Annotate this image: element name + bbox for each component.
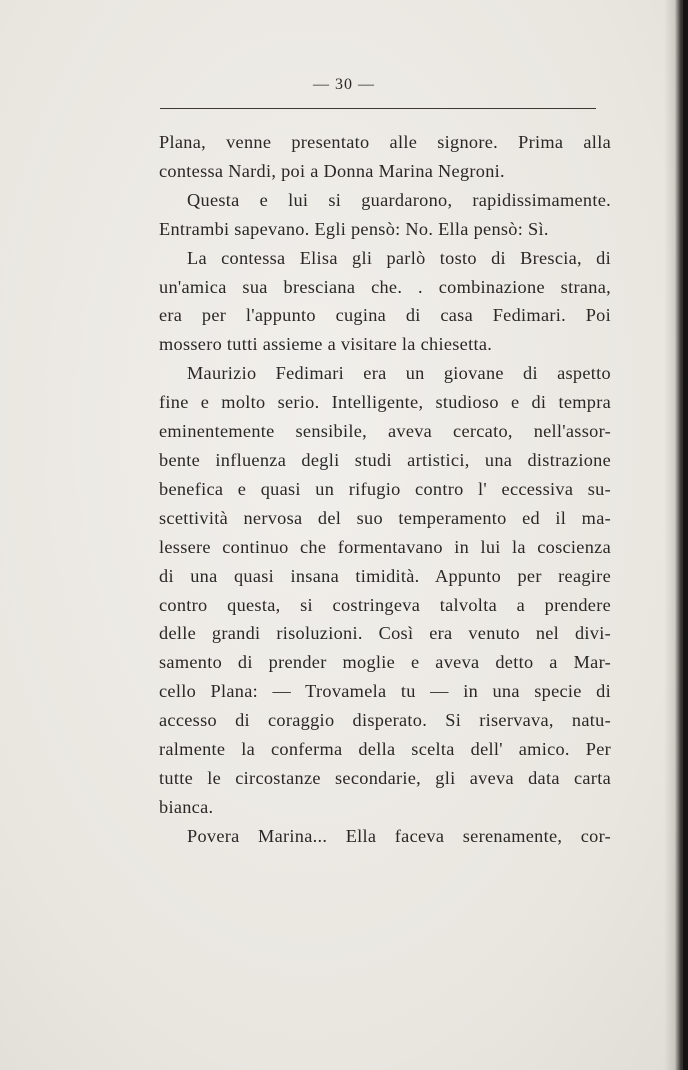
text-line: mossero tutti assieme a visitare la chiesetta. — [159, 334, 493, 355]
text-line: benefica e quasi un rifugio contro l' eccessiva su- — [159, 478, 611, 499]
text-line: bente influenza degli studi artistici, una distrazione — [159, 449, 611, 470]
text-line: un'amica sua bresciana che. . combinazione strana, — [159, 276, 611, 297]
page-binding-edge — [683, 0, 688, 1070]
text-line: Questa e lui si guardarono, rapidissimamente. — [187, 189, 611, 210]
text-line: lessere continuo che formentavano in lui la coscienza — [159, 536, 611, 557]
text-line: Maurizio Fedimari era un giovane di aspetto — [187, 363, 611, 384]
text-line: accesso di coraggio disperato. Si riservava, natu- — [159, 710, 611, 731]
text-line: fine e molto serio. Intelligente, studioso e di tempra — [159, 392, 611, 413]
text-line: Entrambi sapevano. Egli pensò: No. Ella pensò: Sì. — [159, 218, 549, 239]
page-number: — 30 — — [313, 76, 375, 93]
header-rule — [160, 108, 596, 109]
text-line: era per l'appunto cugina di casa Fedimari. Poi — [159, 305, 611, 326]
text-line: Povera Marina... Ella faceva serenamente, cor- — [187, 825, 611, 846]
text-line: samento di prender moglie e aveva detto a Mar- — [159, 652, 611, 673]
text-line: cello Plana: — Trovamela tu — in una specie di — [159, 681, 611, 702]
text-line: delle grandi risoluzioni. Così era venuto nel divi- — [159, 623, 611, 644]
text-line: ralmente la conferma della scelta dell' amico. Per — [159, 739, 611, 760]
text-line: di una quasi insana timidità. Appunto per reagire — [159, 565, 611, 586]
text-line: eminentemente sensibile, aveva cercato, nell'assor- — [159, 421, 611, 442]
text-line: La contessa Elisa gli parlò tosto di Brescia, di — [187, 247, 611, 268]
text-line: contro questa, si costringeva talvolta a prendere — [159, 594, 611, 615]
text-line: Plana, venne presentato alle signore. Prima alla — [159, 132, 611, 152]
text-line: tutte le circostanze secondarie, gli aveva data carta — [159, 767, 611, 788]
text-line: contessa Nardi, poi a Donna Marina Negroni. — [159, 160, 505, 181]
text-line: scettività nervosa del suo temperamento ed il ma- — [159, 507, 611, 528]
text-line: bianca. — [159, 796, 214, 817]
body-text — [159, 128, 611, 851]
